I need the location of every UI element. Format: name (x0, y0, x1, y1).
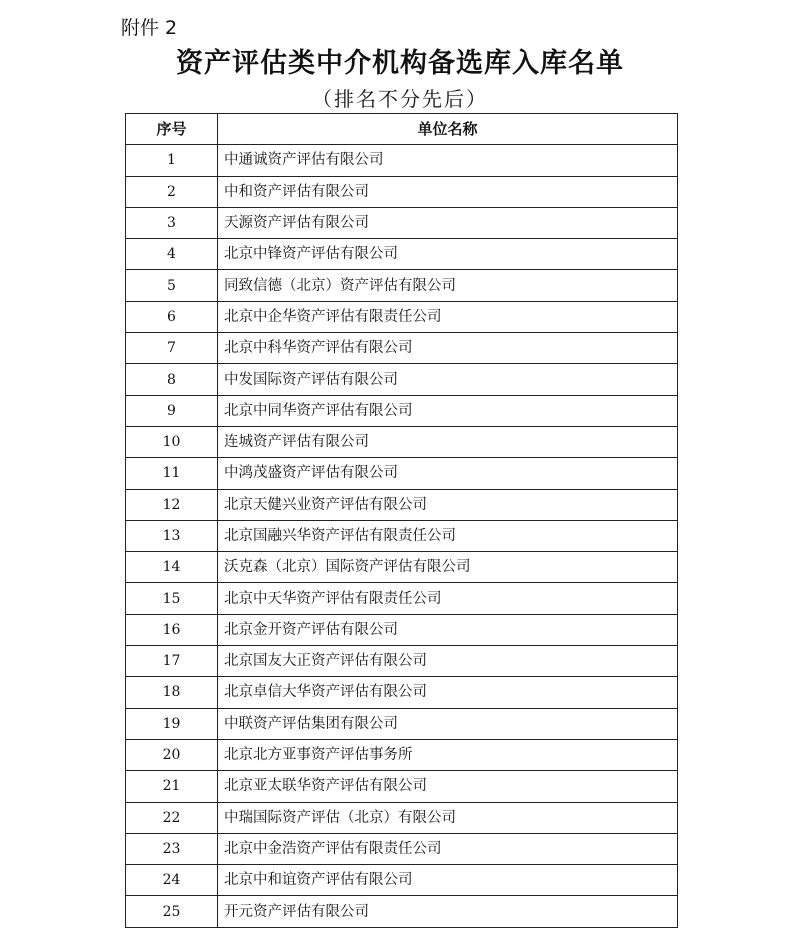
table-row (126, 771, 678, 802)
row-number: 10 (126, 426, 218, 457)
row-number: 7 (126, 333, 218, 364)
institution-name: 北京国融兴华资产评估有限责任公司 (218, 520, 678, 551)
table-row (126, 677, 678, 708)
table-row (126, 489, 678, 520)
row-number: 24 (126, 865, 218, 896)
institution-name: 北京卓信大华资产评估有限公司 (218, 677, 678, 708)
institution-name: 开元资产评估有限公司 (218, 896, 678, 927)
institution-name: 北京亚太联华资产评估有限公司 (218, 771, 678, 802)
table-row (126, 426, 678, 457)
table-row (126, 708, 678, 739)
row-number: 4 (126, 239, 218, 270)
institution-name: 连城资产评估有限公司 (218, 426, 678, 457)
institution-name: 中发国际资产评估有限公司 (218, 364, 678, 395)
institution-name: 沃克森（北京）国际资产评估有限公司 (218, 552, 678, 583)
row-number: 1 (126, 145, 218, 176)
row-number: 2 (126, 176, 218, 207)
row-number: 22 (126, 802, 218, 833)
row-number: 9 (126, 395, 218, 426)
table-row (126, 239, 678, 270)
table-row (126, 583, 678, 614)
institution-name: 北京中企华资产评估有限责任公司 (218, 301, 678, 332)
row-number: 6 (126, 301, 218, 332)
table-row (126, 865, 678, 896)
table-row (126, 802, 678, 833)
row-number: 3 (126, 207, 218, 238)
institution-name: 中联资产评估集团有限公司 (218, 708, 678, 739)
table-row (126, 395, 678, 426)
table-row (126, 552, 678, 583)
table-row (126, 145, 678, 176)
institution-name: 中通诚资产评估有限公司 (218, 145, 678, 176)
institution-name: 北京天健兴业资产评估有限公司 (218, 489, 678, 520)
row-number: 14 (126, 552, 218, 583)
institution-name: 中瑞国际资产评估（北京）有限公司 (218, 802, 678, 833)
institution-name: 北京中天华资产评估有限责任公司 (218, 583, 678, 614)
row-number: 12 (126, 489, 218, 520)
table-row (126, 207, 678, 238)
table-row (126, 270, 678, 301)
row-number: 18 (126, 677, 218, 708)
table-row (126, 739, 678, 770)
page-subtitle: （排名不分先后） (312, 87, 488, 111)
header-name: 单位名称 (218, 114, 678, 145)
institution-name: 中鸿茂盛资产评估有限公司 (218, 458, 678, 489)
table-row (126, 364, 678, 395)
row-number: 5 (126, 270, 218, 301)
row-number: 25 (126, 896, 218, 927)
row-number: 15 (126, 583, 218, 614)
table-body (126, 145, 678, 927)
institution-name: 中和资产评估有限公司 (218, 176, 678, 207)
institution-name: 同致信德（北京）资产评估有限公司 (218, 270, 678, 301)
institution-name: 北京国友大正资产评估有限公司 (218, 646, 678, 677)
row-number: 20 (126, 739, 218, 770)
institution-name: 北京北方亚事资产评估事务所 (218, 739, 678, 770)
institution-name: 北京中科华资产评估有限公司 (218, 333, 678, 364)
row-number: 13 (126, 520, 218, 551)
table-row (126, 520, 678, 551)
table-row (126, 301, 678, 332)
institution-table (125, 113, 678, 928)
table-row (126, 833, 678, 864)
institution-name: 北京金开资产评估有限公司 (218, 614, 678, 645)
table-row (126, 614, 678, 645)
header-number: 序号 (126, 114, 218, 145)
institution-name: 天源资产评估有限公司 (218, 207, 678, 238)
institution-name: 北京中和谊资产评估有限公司 (218, 865, 678, 896)
table-row (126, 646, 678, 677)
row-number: 21 (126, 771, 218, 802)
table-row (126, 176, 678, 207)
row-number: 19 (126, 708, 218, 739)
institution-name: 北京中锋资产评估有限公司 (218, 239, 678, 270)
table-header-row (126, 114, 678, 145)
table-row (126, 458, 678, 489)
page-title: 资产评估类中介机构备选库入库名单 (176, 48, 624, 79)
institution-name: 北京中金浩资产评估有限责任公司 (218, 833, 678, 864)
attachment-label: 附件 2 (121, 17, 178, 39)
row-number: 11 (126, 458, 218, 489)
table-row (126, 896, 678, 927)
row-number: 8 (126, 364, 218, 395)
table-row (126, 333, 678, 364)
row-number: 16 (126, 614, 218, 645)
row-number: 23 (126, 833, 218, 864)
row-number: 17 (126, 646, 218, 677)
institution-name: 北京中同华资产评估有限公司 (218, 395, 678, 426)
